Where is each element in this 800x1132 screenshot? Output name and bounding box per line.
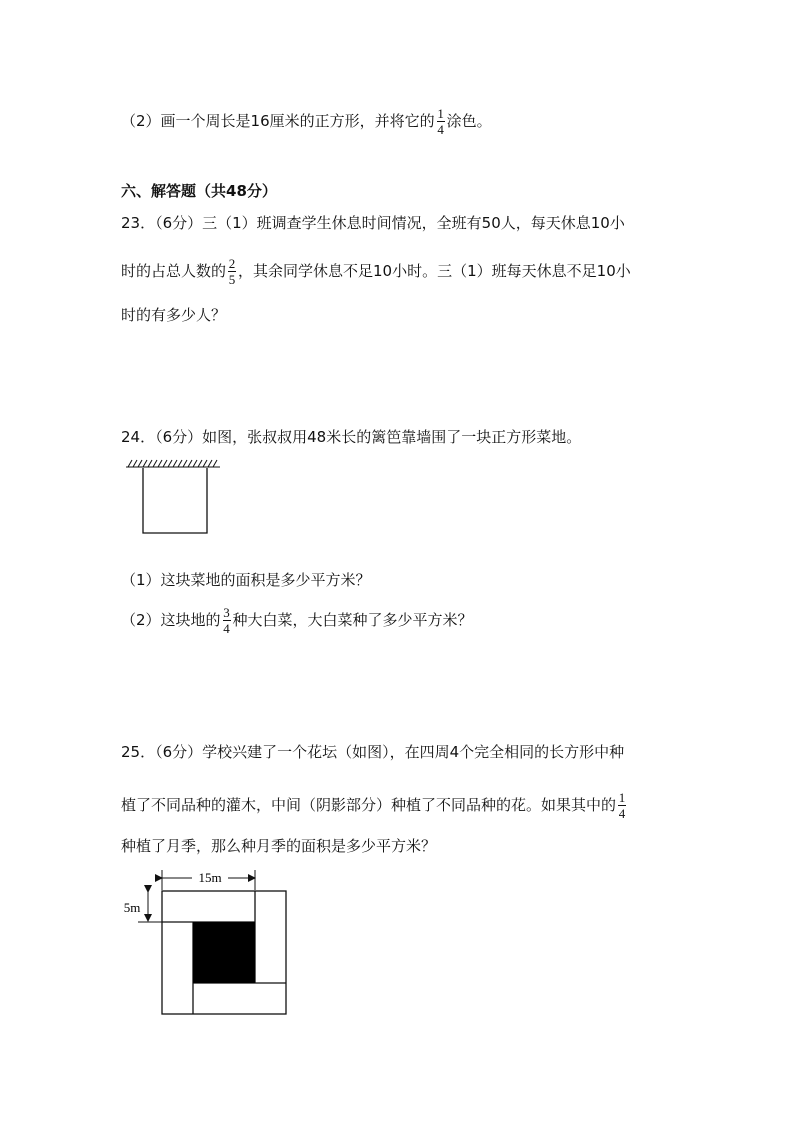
fraction-one-quarter: $\frac{1}{4}$ bbox=[437, 106, 444, 137]
q23-line3: 时的有多少人？ bbox=[121, 306, 227, 324]
q22-part2-text-after: 涂色。 bbox=[446, 112, 492, 130]
q24-figure-square-garden bbox=[124, 458, 224, 538]
q24-part2-before: （2）这块地的 bbox=[121, 611, 221, 629]
q24-line1: 24．（6分）如图，张叔叔用48米长的篱笆靠墙围了一块正方形菜地。 bbox=[121, 428, 582, 446]
fraction-two-fifths: $\frac{2}{5}$ bbox=[228, 256, 236, 287]
q24-part1: （1）这块菜地的面积是多少平方米？ bbox=[121, 571, 371, 589]
height-label: 5m bbox=[123, 900, 141, 915]
q24-part2 bbox=[121, 606, 473, 635]
q23-line1: 23．（6分）三（1）班调查学生休息时间情况，全班有50人，每天休息10小 bbox=[121, 214, 625, 232]
q25-line3: 种植了月季，那么种月季的面积是多少平方米？ bbox=[121, 837, 437, 855]
q22-part2 bbox=[121, 107, 492, 136]
q23-line2 bbox=[121, 257, 631, 286]
q25-line2 bbox=[121, 791, 628, 820]
fraction-three-quarters: $\frac{3}{4}$ bbox=[223, 605, 230, 636]
q23-line2-before: 时的占总人数的 bbox=[121, 262, 227, 280]
q25-line1: 25．（6分）学校兴建了一个花坛（如图），在四周4个完全相同的长方形中种 bbox=[121, 743, 625, 761]
q25-line2-before: 植了不同品种的灌木，中间（阴影部分）种植了不同品种的花。如果其中的 bbox=[121, 796, 617, 814]
width-label: 15m bbox=[198, 870, 222, 885]
section-heading: 六、解答题（共48分） bbox=[121, 182, 277, 200]
q24-part2-after: 种大白菜，大白菜种了多少平方米？ bbox=[232, 611, 473, 629]
shaded-center-square bbox=[193, 922, 255, 983]
q22-part2-text-before: （2）画一个周长是16厘米的正方形，并将它的 bbox=[121, 112, 435, 130]
fraction-one-quarter-q25: $\frac{1}{4}$ bbox=[618, 790, 626, 821]
q25-figure-flower-bed bbox=[116, 862, 296, 1022]
fence-outline bbox=[143, 468, 207, 533]
wall-hatching bbox=[126, 460, 220, 467]
q23-line2-after: ，其余同学休息不足10小时。三（1）班每天休息不足10小 bbox=[238, 262, 631, 280]
